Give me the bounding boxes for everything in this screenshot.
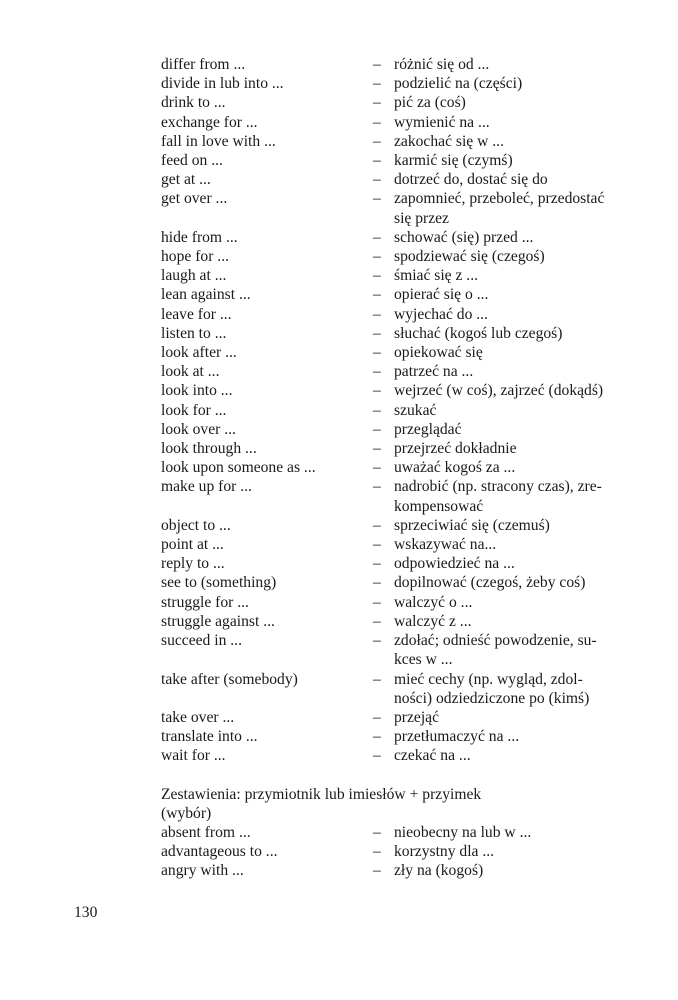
entry-dash: – <box>373 574 381 592</box>
entry-dash: – <box>373 440 381 458</box>
entry-dash: – <box>373 75 381 93</box>
entry-dash: – <box>373 228 381 246</box>
entry-term: look for ... <box>161 401 227 419</box>
entry-definition: sprzeciwiać się (czemuś) <box>394 516 550 534</box>
entry-definition: zakochać się w ... <box>394 132 504 150</box>
entry-dash: – <box>373 555 381 573</box>
entry-dash: – <box>373 401 381 419</box>
entry-dash: – <box>373 516 381 534</box>
list-item <box>161 151 631 170</box>
entry-term: wait for ... <box>161 747 226 765</box>
entry-definition: przejąć <box>394 708 440 726</box>
entry-dash: – <box>373 670 381 688</box>
entry-dash: – <box>373 190 381 208</box>
list-item <box>161 132 631 151</box>
entry-dash: – <box>373 305 381 323</box>
entry-term: get over ... <box>161 190 228 208</box>
entry-definition: różnić się od ... <box>394 56 490 73</box>
entry-dash: – <box>373 728 381 746</box>
entry-dash: – <box>373 152 381 170</box>
list-item <box>161 535 631 554</box>
entry-dash: – <box>373 113 381 131</box>
entry-dash: – <box>373 708 381 726</box>
entry-term: make up for ... <box>161 478 252 496</box>
list-item <box>161 74 631 93</box>
entry-definition: pić za (coś) <box>394 94 466 112</box>
list-item <box>161 55 631 74</box>
entry-definition: walczyć z ... <box>394 612 472 630</box>
entry-definition: nieobecny na lub w ... <box>394 824 532 841</box>
entry-term: look into ... <box>161 382 233 400</box>
entry-definition: wskazywać na... <box>394 536 497 554</box>
entry-dash: – <box>373 382 381 400</box>
entry-term: look through ... <box>161 440 257 458</box>
entry-definition: zły na (kogoś) <box>394 862 484 880</box>
list-item <box>161 113 631 132</box>
entry-term: see to (something) <box>161 574 277 592</box>
adjective-preposition-list <box>161 823 631 881</box>
entry-definition: czekać na ... <box>394 747 471 765</box>
entry-term: absent from ... <box>161 824 251 841</box>
list-item <box>161 458 631 477</box>
entry-term: leave for ... <box>161 305 232 323</box>
entry-definition: podzielić na (części) <box>394 75 523 93</box>
entry-term: take after (somebody) <box>161 670 298 688</box>
entry-term: laugh at ... <box>161 267 227 285</box>
entry-term: take over ... <box>161 708 235 726</box>
list-item <box>161 708 631 727</box>
list-item <box>161 401 631 420</box>
entry-definition: odpowiedzieć na ... <box>394 555 515 573</box>
entry-dash: – <box>373 56 381 73</box>
entry-dash: – <box>373 171 381 189</box>
list-item <box>161 573 631 592</box>
entry-definition: mieć cechy (np. wygląd, zdol- ności) odziedziczone po (kimś) <box>394 670 590 707</box>
entry-term: feed on ... <box>161 152 223 170</box>
list-item <box>161 439 631 458</box>
list-item <box>161 631 631 669</box>
list-item <box>161 554 631 573</box>
entry-definition: wejrzeć (w coś), zajrzeć (dokądś) <box>394 382 604 400</box>
list-item <box>161 842 631 861</box>
entry-definition: przejrzeć dokładnie <box>394 440 517 458</box>
entry-definition: szukać <box>394 401 437 419</box>
entry-definition: patrzeć na ... <box>394 363 474 381</box>
section-heading: Zestawienia: przymiotnik lub imiesłów + przyimek (wybór) <box>161 786 482 823</box>
list-item <box>161 381 631 400</box>
list-item <box>161 305 631 324</box>
list-item <box>161 670 631 708</box>
page-number: 130 <box>74 904 98 921</box>
entry-dash: – <box>373 344 381 362</box>
entry-definition: dotrzeć do, dostać się do <box>394 171 548 189</box>
entry-term: listen to ... <box>161 324 227 342</box>
entry-dash: – <box>373 459 381 477</box>
entry-definition: zapomnieć, przeboleć, przedostać się przez <box>394 190 605 227</box>
list-item <box>161 247 631 266</box>
entry-dash: – <box>373 632 381 650</box>
list-item <box>161 727 631 746</box>
entry-term: differ from ... <box>161 56 246 73</box>
entry-term: hide from ... <box>161 228 238 246</box>
entry-dash: – <box>373 324 381 342</box>
entry-definition: korzystny dla ... <box>394 843 495 861</box>
entry-term: look over ... <box>161 420 236 438</box>
list-item <box>161 420 631 439</box>
list-item <box>161 746 631 765</box>
entry-dash: – <box>373 593 381 611</box>
entry-definition: opierać się o ... <box>394 286 489 304</box>
entry-dash: – <box>373 536 381 554</box>
entry-definition: zdołać; odnieść powodzenie, su- kces w ... <box>394 632 597 669</box>
list-item <box>161 93 631 112</box>
entry-term: angry with ... <box>161 862 244 880</box>
entry-definition: śmiać się z ... <box>394 267 479 285</box>
list-item <box>161 189 631 227</box>
entry-term: look after ... <box>161 344 237 362</box>
entry-dash: – <box>373 824 381 841</box>
entry-term: drink to ... <box>161 94 226 112</box>
list-item <box>161 324 631 343</box>
list-item <box>161 266 631 285</box>
entry-term: look at ... <box>161 363 220 381</box>
entry-term: object to ... <box>161 516 231 534</box>
entry-term: lean against ... <box>161 286 251 304</box>
entry-term: exchange for ... <box>161 113 258 131</box>
entry-definition: wyjechać do ... <box>394 305 488 323</box>
entry-dash: – <box>373 612 381 630</box>
list-item <box>161 861 631 880</box>
entry-dash: – <box>373 267 381 285</box>
list-item <box>161 612 631 631</box>
entry-definition: karmić się (czymś) <box>394 152 513 170</box>
entry-definition: schować (się) przed ... <box>394 228 534 246</box>
entry-term: look upon someone as ... <box>161 459 316 477</box>
entry-dash: – <box>373 747 381 765</box>
entry-term: fall in love with ... <box>161 132 276 150</box>
entry-dash: – <box>373 286 381 304</box>
list-item <box>161 516 631 535</box>
entry-dash: – <box>373 843 381 861</box>
entry-term: divide in lub into ... <box>161 75 284 93</box>
entry-definition: spodziewać się (czegoś) <box>394 248 545 266</box>
entry-definition: nadrobić (np. stracony czas), zre- kompensować <box>394 478 602 515</box>
entry-term: get at ... <box>161 171 211 189</box>
entry-definition: walczyć o ... <box>394 593 473 611</box>
entry-dash: – <box>373 248 381 266</box>
entry-definition: opiekować się <box>394 344 483 362</box>
entry-dash: – <box>373 363 381 381</box>
entry-dash: – <box>373 478 381 496</box>
entry-term: advantageous to ... <box>161 843 278 861</box>
entry-term: struggle against ... <box>161 612 275 630</box>
list-item <box>161 823 631 842</box>
entry-term: hope for ... <box>161 248 229 266</box>
entry-term: struggle for ... <box>161 593 249 611</box>
list-item <box>161 228 631 247</box>
list-item <box>161 593 631 612</box>
entry-definition: słuchać (kogoś lub czegoś) <box>394 324 563 342</box>
list-item <box>161 170 631 189</box>
entry-definition: przeglądać <box>394 420 462 438</box>
verb-preposition-list <box>161 55 631 766</box>
entry-dash: – <box>373 94 381 112</box>
list-item <box>161 343 631 362</box>
entry-term: succeed in ... <box>161 632 242 650</box>
list-item <box>161 477 631 515</box>
entry-definition: uważać kogoś za ... <box>394 459 516 477</box>
entry-dash: – <box>373 420 381 438</box>
list-item <box>161 362 631 381</box>
entry-definition: przetłumaczyć na ... <box>394 728 520 746</box>
list-item <box>161 285 631 304</box>
entry-dash: – <box>373 862 381 880</box>
entry-term: reply to ... <box>161 555 225 573</box>
entry-definition: dopilnować (czegoś, żeby coś) <box>394 574 586 592</box>
entry-term: translate into ... <box>161 728 258 746</box>
entry-term: point at ... <box>161 536 224 554</box>
entry-dash: – <box>373 132 381 150</box>
entry-definition: wymienić na ... <box>394 113 490 131</box>
